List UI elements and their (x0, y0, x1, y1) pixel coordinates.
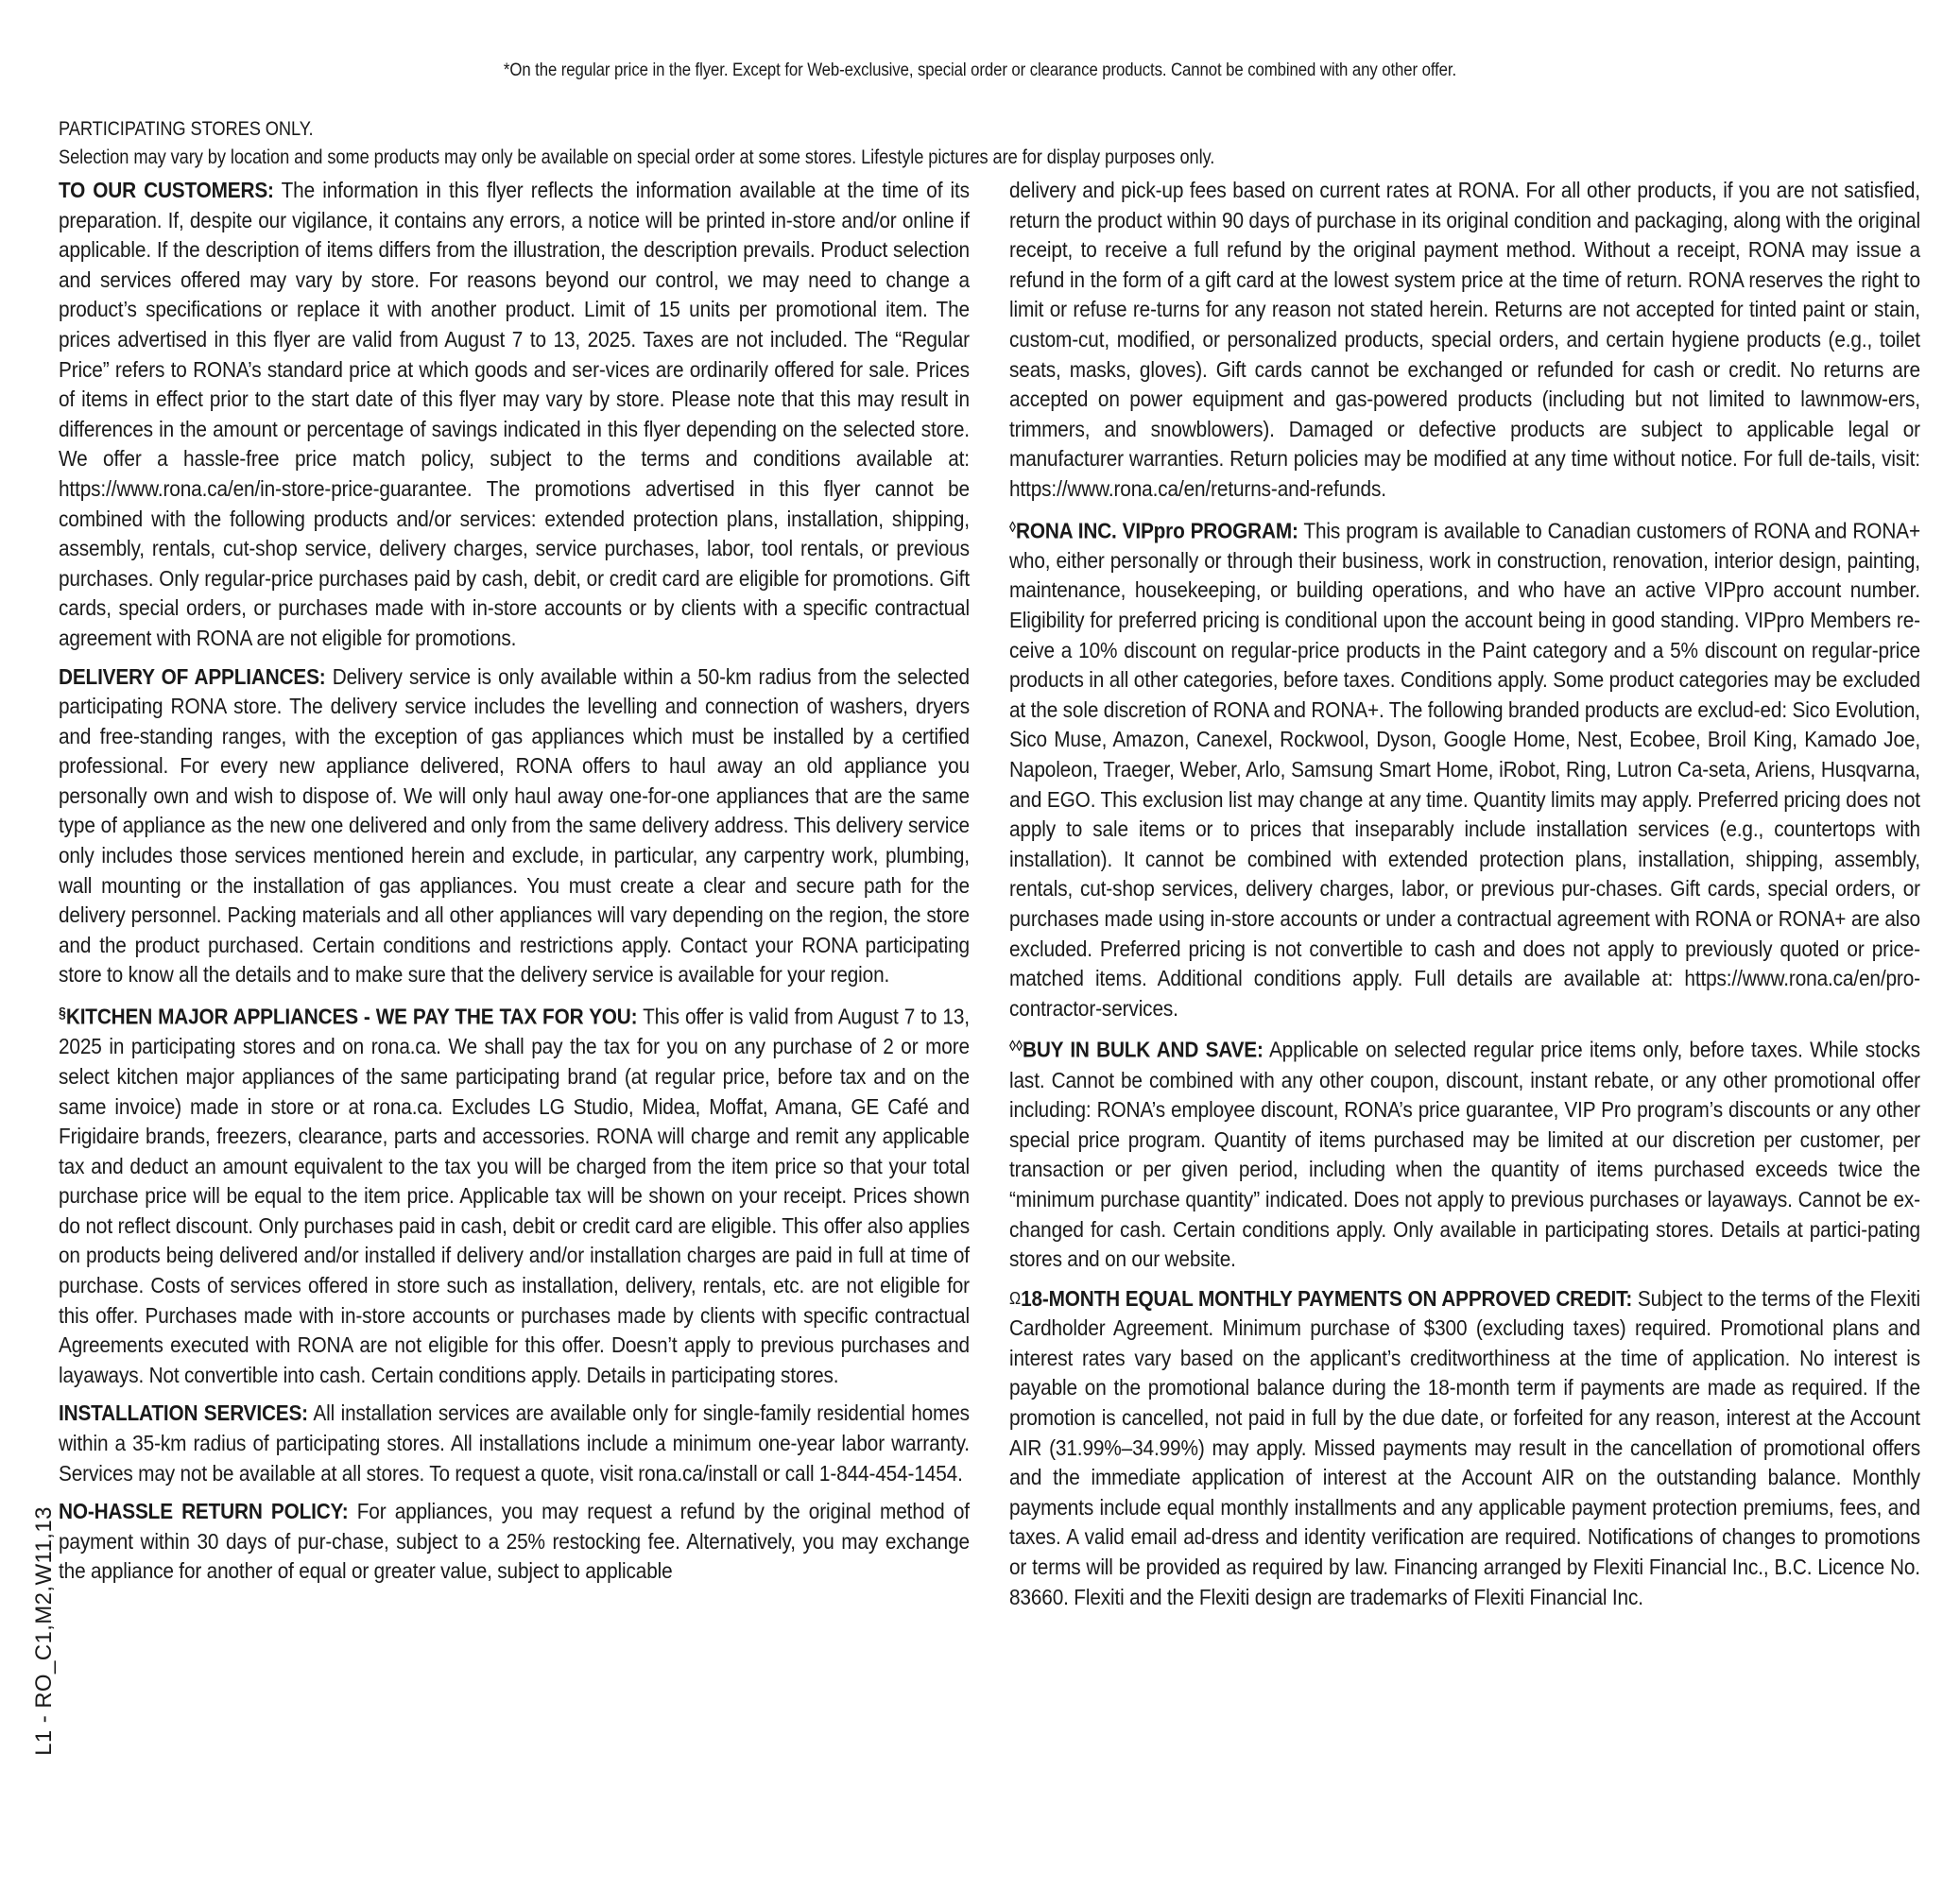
terms-section-18-month-equal-monthly-payments (1009, 1283, 1920, 1612)
selection-may-vary-line: Selection may vary by location and some products may only be available on special order at some stores. Lifestyle pictures are for display purposes only. (59, 146, 1215, 168)
terms-section-delivery-of-appliances (59, 662, 970, 991)
terms-section-returns-continued (1009, 176, 1920, 505)
terms-section-to-our-customers (59, 176, 970, 654)
section-body-to-our-customers: The information in this flyer reflects the information available at the time of its preparation. If, despite our vigilance, it contains any errors, a notice will be printed in-store and/or online if applicable. If the description of items differs from the illustration, the description prevails. Product selection and services offered may vary by store. For reasons beyond our control, we may need to change a product’s specifications or replace it with another product. Limit of 15 units per promotional item. The prices advertised in this flyer are valid from August 7 to 13, 2025. Taxes are not included. The “Regular Price” refers to RONA’s standard price at which goods and ser-vices are ordinarily offered for sale. Prices of items in effect prior to the start date of this flyer may vary by store. Please note that this may result in differences in the amount or percentage of savings indicated in this flyer depending on the selected store. We offer a hassle-free price match policy, subject to the terms and conditions available at: https://www.rona.ca/en/in-store-price-guarantee. The promotions advertised in this flyer cannot be combined with the following products and/or services: extended protection plans, installation, shipping, assembly, rentals, cut-shop service, delivery charges, service purchases, labor, tool rentals, or previous purchases. Only regular-price purchases paid by cash, debit, or credit card are eligible for promotions. Gift cards, special orders, or purchases made with in-store accounts or by clients with a specific contractual agreement with RONA are not eligible for promotions. (59, 178, 970, 650)
section-marker-buy-in-bulk-and-save: ◊◊ (1009, 1039, 1023, 1056)
edge-print-code: L1 - RO_C1,M2,W11,13 (31, 1506, 57, 1756)
section-heading-no-hassle-return-policy: NO-HASSLE RETURN POLICY: (59, 1499, 349, 1524)
section-marker-kitchen-major-appliances: § (59, 1005, 66, 1022)
terms-section-installation-services (59, 1399, 970, 1488)
section-body-18-month-equal-monthly-payments: Subject to the terms of the Flexiti Cardholder Agreement. Minimum purchase of $300 (excluding taxes) required. Promotional plans and interest rates vary based on the applicant’s creditworthiness at the time of application. No interest is payable on the promotional balance during the 18-month term if payments are made as required. If the promotion is cancelled, not paid in full by the due date, or forfeited for any reason, interest at the Account AIR (31.99%–34.99%) may apply. Missed payments may result in the cancellation of promotional offers and the immediate application of interest at the Account AIR on the outstanding balance. Monthly payments include equal monthly installments and any applicable payment protection premiums, fees, and taxes. A valid email ad-dress and identity verification are required. Notifications of changes to promotions or terms will be provided as required by law. Financing arranged by Flexiti Financial Inc., B.C. Licence No. 83660. Flexiti and the Flexiti design are trademarks of Flexiti Financial Inc. (1009, 1285, 1920, 1609)
section-body-delivery-of-appliances: Delivery service is only available within a 50-km radius from the selected participating RONA store. The delivery service includes the levelling and connection of washers, dryers and free-standing ranges, with the exception of gas appliances which must be installed by a certified professional. For every new appliance delivered, RONA offers to haul away an old appliance you personally own and wish to dispose of. We will only haul away one-for-one appliances that are the same type of appliance as the new one delivered and only from the same delivery address. This delivery service only includes those services mentioned herein and exclude, in particular, any carpentry work, plumbing, wall mounting or the installation of gas appliances. You must create a clear and secure path for the delivery personnel. Packing materials and all other appliances will vary depending on the region, the store and the product purchased. Certain conditions and restrictions apply. Contact your RONA participating store to know all the details and to make sure that the delivery service is available for your region. (59, 663, 970, 988)
left-column (59, 176, 970, 1839)
terms-section-vippro-program (1009, 513, 1920, 1024)
section-heading-installation-services: INSTALLATION SERVICES: (59, 1400, 308, 1426)
section-body-installation-services: All installation services are available only for single-family residential homes within a 35-km radius of participating stores. All installations include a minimum one-year labor warranty. Services may not be available at all stores. To request a quote, visit rona.ca/install or call 1-844-454-1454. (59, 1400, 970, 1486)
preamble-block (59, 115, 1920, 172)
section-body-buy-in-bulk-and-save: Applicable on selected regular price items only, before taxes. While stocks last. Cannot be combined with any other coupon, discount, instant rebate, or any other promotional offer including: RONA’s employee discount, RONA’s price guarantee, VIP Pro program’s discounts or any other special price program. Quantity of items purchased may be limited at our discretion per customer, per transaction or per given period, including when the quantity of items purchased exceeds twice the “minimum purchase quantity” indicated. Does not apply to previous purchases or layaways. Cannot be ex-changed for cash. Certain conditions apply. Only available in participating stores. Details at partici-pating stores and on our website. (1009, 1038, 1920, 1272)
section-heading-buy-in-bulk-and-save: BUY IN BULK AND SAVE: (1022, 1038, 1264, 1063)
participating-stores-line: PARTICIPATING STORES ONLY. (59, 118, 314, 140)
terms-section-kitchen-major-appliances (59, 999, 970, 1390)
two-column-body (59, 176, 1920, 1839)
section-heading-kitchen-major-appliances: KITCHEN MAJOR APPLIANCES - WE PAY THE TAX FOR YOU: (65, 1004, 638, 1029)
section-heading-18-month-equal-monthly-payments: 18-MONTH EQUAL MONTHLY PAYMENTS ON APPROVED CREDIT: (1021, 1285, 1633, 1311)
section-marker-18-month-equal-monthly-payments: Ω (1009, 1287, 1022, 1308)
section-heading-vippro-program: RONA INC. VIPpro PROGRAM: (1015, 518, 1298, 543)
section-body-kitchen-major-appliances: This offer is valid from August 7 to 13, 2025 in participating stores and on rona.ca. We shall pay the tax for you on any purchase of 2 or more select kitchen major appliances of the same participating brand (at regular price, before tax and on the same invoice) made in store or at rona.ca. Excludes LG Studio, Midea, Moffat, Amana, GE Café and Frigidaire brands, freezers, clearance, parts and accessories. RONA will charge and remit any applicable tax and deduct an amount equivalent to the tax you will be charged from the item price so that your total purchase price will be equal to the item price. Applicable tax will be shown on your receipt. Prices shown do not reflect discount. Only purchases paid in cash, debit or credit card are eligible. This offer also applies on products being delivered and/or installed if delivery and/or installation charges are paid in full at time of purchase. Costs of services offered in store such as installation, delivery, rentals, etc. are not eligible for this offer. Purchases made with in-store accounts or purchases made by clients with specific contractual Agreements executed with RONA are not eligible for this offer. Doesn’t apply to previous purchases and layaways. Not convertible into cash. Certain conditions apply. Details in participating stores. (59, 1004, 970, 1387)
right-column (1009, 176, 1920, 1839)
terms-section-no-hassle-return-policy (59, 1497, 970, 1587)
section-body-no-hassle-return-policy: For appliances, you may request a refund by the original method of payment within 30 days of pur-chase, subject to a 25% restocking fee. Alternatively, you may exchange the appliance for another of equal or greater value, subject to applicable (59, 1499, 970, 1584)
section-body-returns-continued: delivery and pick-up fees based on current rates at RONA. For all other products, if you are not satisfied, return the product within 90 days of purchase in its original condition and packaging, along with the original receipt, to receive a full refund by the original payment method. Without a receipt, RONA may issue a refund in the form of a gift card at the lowest system price at the time of return. RONA reserves the right to limit or refuse re-turns for any reason not stated herein. Returns are not accepted for tinted paint or stain, custom-cut, modified, or personalized products, special orders, and certain hygiene products (e.g., toilet seats, masks, gloves). Gift cards cannot be exchanged or refunded for cash or credit. No returns are accepted on power equipment and gas-powered products (including but not limited to lawnmow-ers, trimmers, and snowblowers). Damaged or defective products are subject to applicable legal or manufacturer warranties. Return policies may be modified at any time without notice. For full de-tails, visit: https://www.rona.ca/en/returns-and-refunds. (1009, 178, 1920, 501)
section-heading-to-our-customers: TO OUR CUSTOMERS: (59, 178, 274, 202)
regular-price-footnote: *On the regular price in the flyer. Except for Web-exclusive, special order or clearance products. Cannot be combined with any other offer. (503, 60, 1457, 80)
section-marker-vippro-program: ◊ (1009, 519, 1016, 536)
section-body-vippro-program: This program is available to Canadian customers of RONA and RONA+ who, either personally or through their business, work in construction, renovation, interior design, painting, maintenance, housekeeping, or building operations, and who have an active VIPpro account number. Eligibility for preferred pricing is conditional upon the account being in good standing. VIPpro Members re-ceive a 10% discount on regular-price products in the Paint category and a 5% discount on regular-price products in all other categories, before taxes. Conditions apply. Some product categories may be excluded at the sole discretion of RONA and RONA+. The following branded products are exclud-ed: Sico Evolution, Sico Muse, Amazon, Canexel, Rockwool, Dyson, Google Home, Nest, Ecobee, Broil King, Kamado Joe, Napoleon, Traeger, Weber, Arlo, Samsung Smart Home, iRobot, Ring, Lutron Ca-seta, Ariens, Husqvarna, and EGO. This exclusion list may change at any time. Quantity limits may apply. Preferred pricing does not apply to sale items or to prices that inseparably include installation services (e.g., countertops with installation). It cannot be combined with extended protection plans, installation, shipping, assembly, rentals, cut-shop services, delivery charges, labor, or previous pur-chases. Gift cards, special orders, or purchases made using in-store accounts or under a contractual agreement with RONA or RONA+ are also excluded. Preferred pricing is not convertible to cash and does not apply to previously quoted or price-matched items. Additional conditions apply. Full details are available at: https://www.rona.ca/en/pro-contractor-services. (1009, 518, 1920, 1021)
section-heading-delivery-of-appliances: DELIVERY OF APPLIANCES: (59, 663, 326, 689)
terms-section-buy-in-bulk-and-save (1009, 1032, 1920, 1274)
